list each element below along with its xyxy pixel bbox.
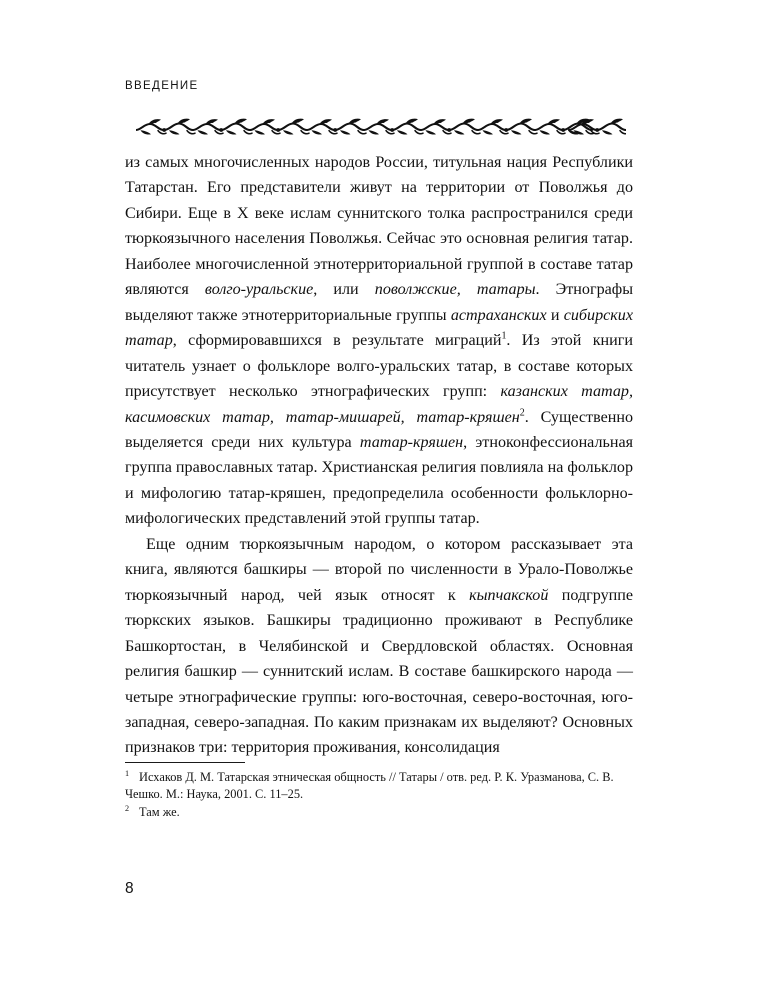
page-number: 8 (125, 880, 134, 897)
footnote-item: 1 Исхаков Д. М. Татарская этническая общность // Татары / отв. ред. Р. К. Уразманова, С. В. Чешко. М.: Наука, 2001. С. 11–25. (125, 768, 614, 802)
running-head: ВВЕДЕНИЕ (125, 80, 199, 92)
paragraph: из самых многочисленных народов России, титульная нация Республики Татарстан. Его представители живут на территории от Поволжья до Сибири. Еще в X веке ислам суннитского толка распространился среди тюркоязычного населения Поволжья. Сейчас это основная религия татар. Наиболее многочисленной этнотерриториальной группой в составе татар являются волго-уральские, или поволжские, татары. Этнографы выделяют также этнотерриториальные группы астраханских и сибирских татар, сформировавшихся в результате миграций$^1$. Из этой книги читатель узнает о фольклоре волго-уральских татар, в составе которых присутствует несколько этнографических групп: казанских татар, касимовских татар, татар-мишарей, татар-кряшен$^2$. Существенно выделяется среди них культура татар-кряшен, этноконфессиональная группа православных татар. Христианская религия повлияла на фольклор и мифологию татар-кряшен, предопределила особенности фольклорно-мифологических представлений этой группы татар. (125, 154, 634, 528)
footnote-separator-rule (125, 762, 245, 763)
footnote-item: 2 Там же. (125, 803, 180, 819)
vine-leaf-ornament-rule (136, 117, 626, 139)
footnote-list (125, 769, 635, 821)
paragraph: Еще одним тюркоязычным народом, о котором рассказывает эта книга, являются башкиры — второй по численности в Урало-Поволжье тюркоязычный народ, чей язык относят к кыпчакской подгруппе тюркских языков. Башкиры традиционно проживают в Республике Башкортостан, в Челябинской и Свердловской областях. Основная религия башкир — суннитский ислам. В составе башкирского народа — четыре этнографические группы: юго-восточная, северо-восточная, юго-западная, северо-западная. По каким признакам их выделяют? Основных признаков три: территория проживания, консолидация (125, 535, 634, 757)
footnote-text: Там же. (139, 804, 180, 819)
body-text-column (125, 150, 633, 761)
footnote-text: Исхаков Д. М. Татарская этническая общность // Татары / отв. ред. Р. К. Уразманова, С. В. Чешко. М.: Наука, 2001. С. 11–25. (125, 770, 614, 802)
